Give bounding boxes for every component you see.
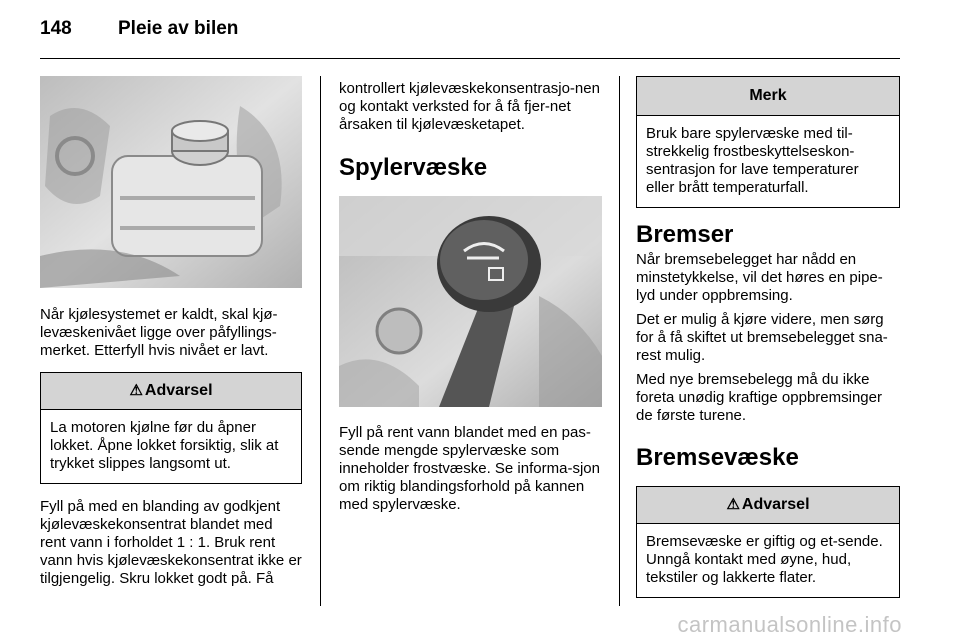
header-rule	[40, 58, 900, 59]
column-1	[40, 76, 302, 588]
note-box	[636, 76, 900, 208]
warning-text: Bremsevæske er giftig og et-sende. Unngå kontakt med øyne, hud, tekstiler og lakkerte flater.	[646, 533, 883, 586]
column-3	[636, 76, 900, 598]
note-title: Merk	[637, 77, 899, 116]
footer-watermark: carmanualsonline.info	[677, 612, 902, 637]
column-divider-2	[619, 76, 620, 606]
coolant-continued-text: kontrollert kjølevæskekonsentrasjo-nen og kontakt verksted for å få fjer-net årsaken til kjølevæsketapet.	[339, 80, 600, 133]
column-divider-1	[320, 76, 321, 606]
section-heading-bremsevaeske: Bremsevæske	[636, 444, 799, 471]
coolant-paragraph: Fyll på med en blanding av godkjent kjølevæskekonsentrat blandet med rent vann i forholdet 1 : 1. Bruk rent vann hvis kjølevæskekonsentrat ikke er tilgjengelig. Skru lokket godt på. Få	[40, 498, 302, 587]
warning-text: La motoren kjølne før du åpner lokket. Åpne lokket forsiktig, slik at trykket slippes langsomt ut.	[50, 419, 279, 472]
warning-icon: ⚠	[129, 382, 143, 399]
note-text: Bruk bare spylervæske med til-strekkelig frostbeskyttelseskon-sentrasjon for lave temperaturer eller brått temperaturfall.	[646, 125, 859, 196]
coolant-reservoir-photo	[40, 76, 302, 288]
brakes-paragraph-1: Når bremsebelegget har nådd en minstetykkelse, vil det høres en pipe-lyd under oppbremsing.	[636, 251, 883, 304]
warning-box-brake-fluid	[636, 486, 900, 598]
warning-box-header	[41, 373, 301, 410]
section-heading-bremser: Bremser	[636, 221, 734, 248]
warning-box-coolant	[40, 372, 302, 484]
warning-icon: ⚠	[726, 496, 740, 513]
warning-title: Advarsel	[144, 382, 213, 399]
section-heading-spylervaeske: Spylervæske	[339, 154, 488, 181]
washer-fluid-cap-photo	[339, 196, 602, 407]
page-title: Pleie av bilen	[118, 18, 239, 39]
page-header	[40, 18, 238, 40]
page-number: 148	[40, 18, 72, 39]
warning-box-header	[637, 487, 899, 524]
brakes-paragraph-2: Det er mulig å kjøre videre, men sørg for å få skiftet ut bremsebelegget sna-rest mulig.	[636, 311, 888, 364]
column-2	[339, 76, 602, 514]
warning-title: Advarsel	[741, 496, 810, 513]
coolant-caption: Når kjølesystemet er kaldt, skal kjø-levæskenivået ligge over påfyllings-merket. Etterfyll hvis nivået er lavt.	[40, 306, 278, 359]
brakes-paragraph-3: Med nye bremsebelegg må du ikke foreta unødig kraftige oppbremsinger de første turene.	[636, 371, 882, 424]
washer-fluid-caption: Fyll på rent vann blandet med en pas-sende mengde spylervæske som inneholder frostvæske. Se informa-sjon om riktig blandingsforhold på kannen med spylervæske.	[339, 424, 600, 513]
